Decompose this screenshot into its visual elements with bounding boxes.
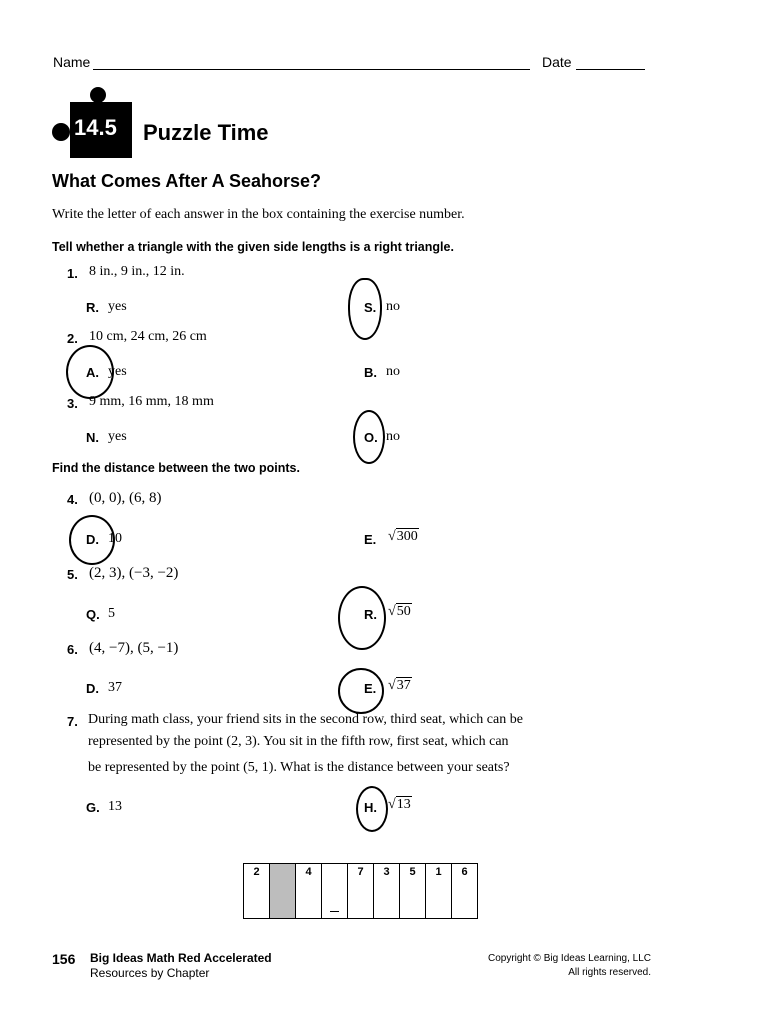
radicand: 50 bbox=[396, 604, 411, 619]
answer-box[interactable] bbox=[374, 864, 400, 919]
radicand: 37 bbox=[396, 678, 411, 693]
name-label: Name bbox=[53, 54, 91, 70]
option-text: √13 bbox=[388, 797, 411, 812]
puzzle-subtitle: What Comes After A Seahorse? bbox=[52, 171, 322, 191]
answer-circle-mark bbox=[353, 410, 385, 464]
option-text: √37 bbox=[388, 678, 411, 693]
exercise-prompt-line: be represented by the point (5, 1). What is the distance between your seats? bbox=[88, 760, 510, 775]
radicand: 13 bbox=[396, 797, 411, 812]
box-number: 3 bbox=[383, 866, 390, 878]
part1-heading: Tell whether a triangle with the given side lengths is a right triangle. bbox=[52, 240, 454, 254]
option-letter: A. bbox=[86, 365, 99, 380]
section-number: 14.5 bbox=[74, 115, 117, 140]
option-text: yes bbox=[108, 299, 127, 314]
exercise-prompt: (2, 3), (−3, −2) bbox=[89, 565, 179, 581]
option-letter: G. bbox=[86, 800, 100, 815]
name-field[interactable] bbox=[93, 69, 530, 70]
answer-box[interactable] bbox=[322, 864, 348, 919]
box-number: 7 bbox=[357, 866, 364, 878]
answer-box[interactable] bbox=[296, 864, 322, 919]
part2-heading: Find the distance between the two points. bbox=[52, 461, 300, 475]
option-text: √300 bbox=[388, 529, 418, 544]
answer-box[interactable] bbox=[348, 864, 374, 919]
option-text: 13 bbox=[108, 799, 122, 814]
option-letter: B. bbox=[364, 365, 377, 380]
exercise-prompt: 8 in., 9 in., 12 in. bbox=[89, 264, 185, 279]
option-letter: E. bbox=[364, 681, 377, 696]
radicand: 300 bbox=[396, 529, 418, 544]
rights: All rights reserved. bbox=[568, 967, 651, 978]
option-text: no bbox=[386, 299, 400, 314]
box-number: 6 bbox=[461, 866, 468, 878]
option-text: no bbox=[386, 429, 400, 444]
box-number: 1 bbox=[435, 866, 442, 878]
answer-circle-mark bbox=[66, 345, 114, 399]
option-letter: Q. bbox=[86, 607, 100, 622]
option-text: yes bbox=[108, 364, 127, 379]
box-number: 4 bbox=[305, 866, 312, 878]
option-text: √50 bbox=[388, 604, 411, 619]
answer-box[interactable] bbox=[452, 864, 478, 919]
option-text: 5 bbox=[108, 606, 115, 621]
date-label: Date bbox=[542, 54, 572, 70]
exercise-number: 4. bbox=[67, 492, 78, 507]
exercise-prompt: (0, 0), (6, 8) bbox=[89, 490, 162, 506]
date-field[interactable] bbox=[576, 69, 645, 70]
exercise-number: 1. bbox=[67, 266, 78, 281]
option-letter: E. bbox=[364, 532, 377, 547]
exercise-number: 7. bbox=[67, 714, 78, 729]
page-title: Puzzle Time bbox=[143, 120, 269, 145]
option-text: 10 bbox=[108, 531, 122, 546]
answer-box-shaded bbox=[270, 864, 296, 919]
option-letter: D. bbox=[86, 681, 99, 696]
exercise-number: 6. bbox=[67, 642, 78, 657]
option-text: no bbox=[386, 364, 400, 379]
exercise-prompt: 10 cm, 24 cm, 26 cm bbox=[89, 329, 207, 344]
exercise-prompt-line: represented by the point (2, 3). You sit in the fifth row, first seat, which can bbox=[88, 734, 509, 749]
answer-box[interactable] bbox=[426, 864, 452, 919]
option-letter: S. bbox=[364, 300, 377, 315]
option-text: yes bbox=[108, 429, 127, 444]
answer-box[interactable] bbox=[244, 864, 270, 919]
exercise-prompt: (4, −7), (5, −1) bbox=[89, 640, 179, 656]
option-text: 37 bbox=[108, 680, 122, 695]
box-number: 5 bbox=[409, 866, 416, 878]
option-letter: N. bbox=[86, 430, 99, 445]
box-number: 2 bbox=[253, 866, 260, 878]
book-title: Big Ideas Math Red Accelerated bbox=[90, 951, 272, 965]
exercise-number: 3. bbox=[67, 396, 78, 411]
exercise-prompt: 9 mm, 16 mm, 18 mm bbox=[89, 394, 214, 409]
exercise-number: 5. bbox=[67, 567, 78, 582]
blank-mark bbox=[330, 911, 339, 912]
answer-circle-mark bbox=[338, 668, 384, 714]
option-letter: R. bbox=[364, 607, 377, 622]
option-letter: R. bbox=[86, 300, 99, 315]
answer-circle-mark bbox=[338, 586, 386, 650]
copyright: Copyright © Big Ideas Learning, LLC bbox=[487, 953, 651, 964]
instructions: Write the letter of each answer in the box containing the exercise number. bbox=[52, 207, 465, 222]
exercise-number: 2. bbox=[67, 331, 78, 346]
answer-box-grid bbox=[243, 863, 478, 919]
answer-box[interactable] bbox=[400, 864, 426, 919]
answer-circle-mark bbox=[348, 278, 382, 340]
answer-circle-mark bbox=[69, 515, 115, 565]
option-letter: D. bbox=[86, 532, 99, 547]
answer-circle-mark bbox=[356, 786, 388, 832]
option-letter: O. bbox=[364, 430, 378, 445]
exercise-prompt-line: During math class, your friend sits in the second row, third seat, which can be bbox=[88, 712, 523, 727]
option-letter: H. bbox=[364, 800, 377, 815]
book-subtitle: Resources by Chapter bbox=[90, 966, 210, 980]
page-number: 156 bbox=[52, 951, 76, 967]
